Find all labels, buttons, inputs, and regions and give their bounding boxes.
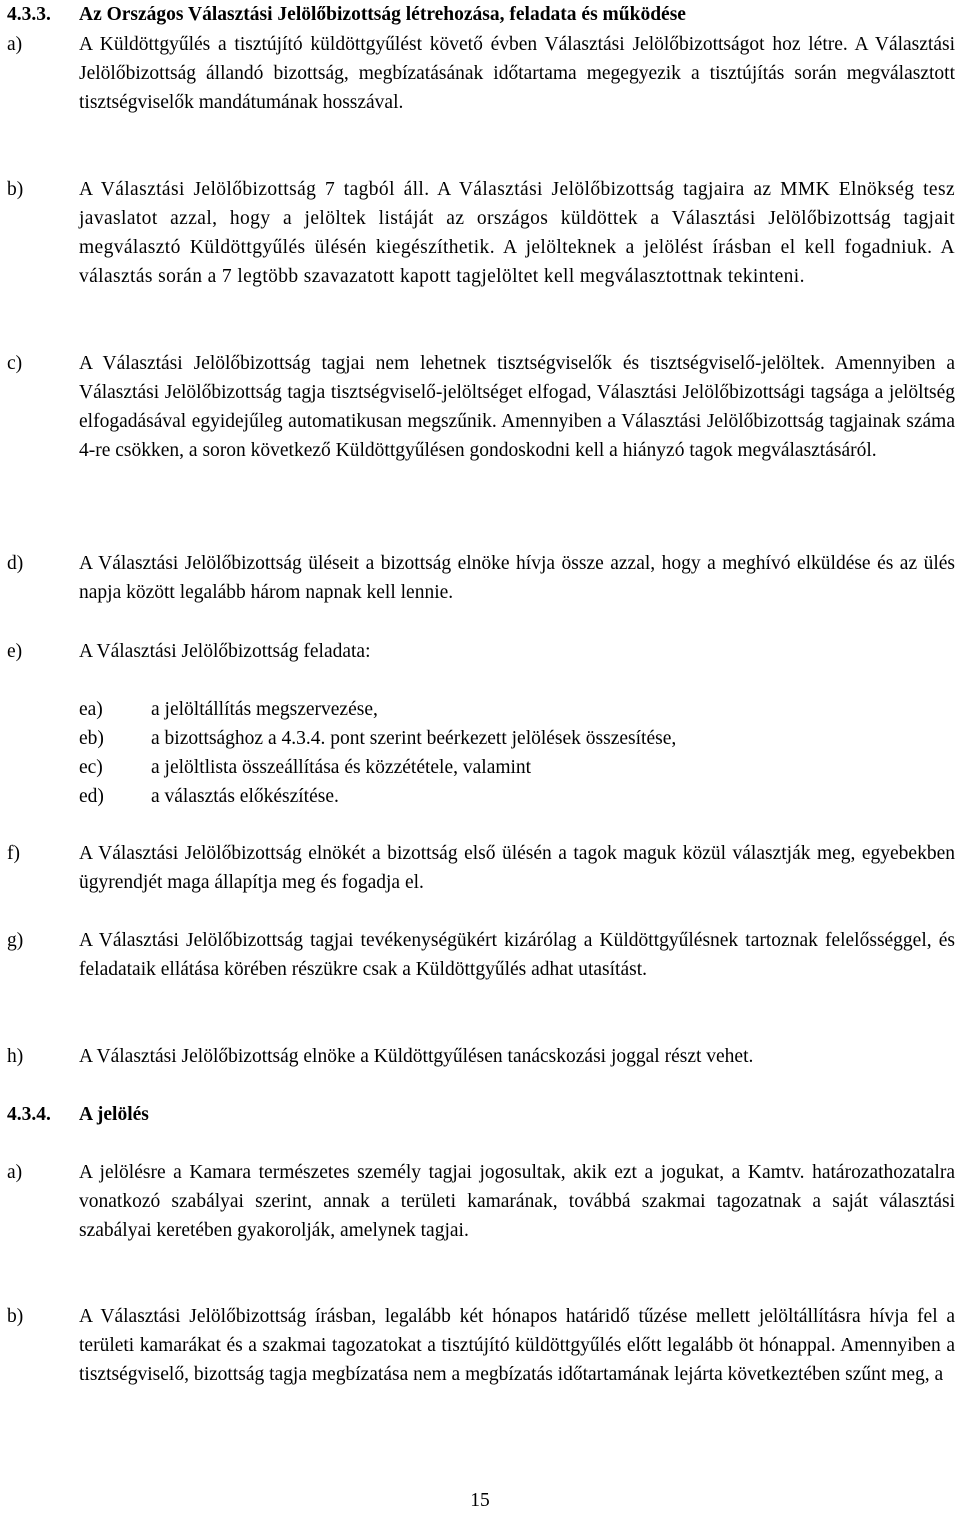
item-label: b) — [7, 179, 24, 200]
item-label: a) — [7, 1162, 23, 1183]
paragraph-g — [0, 926, 960, 984]
sub-list-item — [79, 695, 676, 724]
item-label: a) — [7, 34, 23, 55]
section-number: 4.3.4. — [7, 1104, 51, 1125]
item-text: A Választási Jelölőbizottság üléseit a bizottság elnöke hívja össze azzal, hogy a meghívó elküldése és az ülés napja között legalább három napnak kell lennie. — [79, 553, 955, 603]
paragraph-a-2 — [0, 1158, 960, 1245]
section-heading-4-3-3 — [7, 0, 957, 29]
paragraph-a — [0, 30, 960, 117]
item-label: h) — [7, 1046, 24, 1067]
sub-list-item — [79, 724, 676, 753]
item-text: A Választási Jelölőbizottság elnöke a Küldöttgyűlésen tanácskozási joggal részt vehet. — [79, 1046, 754, 1067]
paragraph-b — [0, 175, 960, 291]
sub-item-label: ec) — [79, 757, 103, 778]
section-title: A jelölés — [79, 1104, 149, 1125]
sub-item-label: eb) — [79, 728, 104, 749]
paragraph-f — [0, 839, 960, 897]
paragraph-h — [0, 1042, 960, 1071]
item-text: A Választási Jelölőbizottság írásban, legalább két hónapos határidő tűzése mellett jelöltállításra hívja fel a területi kamarákat és a szakmai tagozatokat a tisztújító küldöttgyűlés előtt legalább öt hónappal. Amennyiben a tisztségviselő, bizottság tagja megbízatása nem a megbízatás időtartamának lejárta következtében szűnt meg, a — [79, 1306, 955, 1385]
sub-item-label: ed) — [79, 786, 104, 807]
sub-item-text: a jelöltállítás megszervezése, — [151, 699, 378, 720]
item-text: A jelölésre a Kamara természetes személy tagjai jogosultak, akik ezt a jogukat, a Kamtv. határozathozatalra vonatkozó szabályai szerint, annak a területi kamarának, továbbá szakmai tagozatnak a saját választási szabályai keretében gyakorolják, amelynek tagjai. — [79, 1162, 955, 1241]
item-text: A Választási Jelölőbizottság tagjai tevékenységükért kizárólag a Küldöttgyűlésnek tartoznak felelősséggel, és feladataik ellátása körében részükre csak a Küldöttgyűlés adhat utasítást. — [79, 930, 955, 980]
page-number: 15 — [470, 1490, 490, 1511]
sub-item-label: ea) — [79, 699, 103, 720]
section-number: 4.3.3. — [7, 4, 51, 25]
item-text: A Választási Jelölőbizottság tagjai nem lehetnek tisztségviselők és tisztségviselő-jelöltek. Amennyiben a Választási Jelölőbizottság tagja tisztségviselő-jelöltséget elfogad, Választási Jelölőbizottsági tagsága a jelöltség elfogadásával egyidejűleg automatikusan megszűnik. Amennyiben a Választási Jelölőbizottság tagjainak száma 4-re csökken, a soron következő Küldöttgyűlésen gondoskodni kell a hiányzó tagok megválasztásáról. — [79, 353, 955, 461]
item-text: A Választási Jelölőbizottság elnökét a bizottság első ülésén a tagok maguk közül választják meg, egyebekben ügyrendjét maga állapítja meg és fogadja el. — [79, 843, 955, 893]
sub-item-text: a választás előkészítése. — [151, 786, 339, 807]
item-label: f) — [7, 843, 20, 864]
item-text: A Választási Jelölőbizottság 7 tagból áll. A Választási Jelölőbizottság tagjaira az MMK Elnökség tesz javaslatot azzal, hogy a jelöltek listáját az országos küldöttek a Választási Jelölőbizottság tagjait megválasztó Küldöttgyűlés ülésén kiegészíthetik. A jelölteknek a jelölést írásban el kell fogadniuk. A választás során a 7 legtöbb szavazatott kapott tagjelöltet kell megválasztottnak tekinteni. — [79, 179, 955, 287]
paragraph-d — [0, 549, 960, 607]
sub-item-text: a jelöltlista összeállítása és közzététele, valamint — [151, 757, 532, 778]
paragraph-c — [0, 349, 960, 465]
paragraph-b-2 — [0, 1302, 960, 1389]
sub-item-text: a bizottsághoz a 4.3.4. pont szerint beérkezett jelölések összesítése, — [151, 728, 677, 749]
item-text: A Küldöttgyűlés a tisztújító küldöttgyűlést követő évben Választási Jelölőbizottságot hoz létre. A Választási Jelölőbizottság állandó bizottság, megbízatásának időtartama megegyezik a tisztújítás során megválasztott tisztségviselők mandátumának hosszával. — [79, 34, 955, 113]
item-label: d) — [7, 553, 24, 574]
sub-list-item — [79, 782, 676, 811]
item-label: b) — [7, 1306, 24, 1327]
section-title: Az Országos Választási Jelölőbizottság létrehozása, feladata és működése — [79, 4, 686, 25]
sub-list-item — [79, 753, 676, 782]
item-text: A Választási Jelölőbizottság feladata: — [79, 641, 371, 662]
item-label: g) — [7, 930, 24, 951]
item-label: c) — [7, 353, 23, 374]
item-label: e) — [7, 641, 23, 662]
sub-list — [79, 695, 676, 811]
paragraph-e — [0, 637, 960, 666]
section-heading-4-3-4 — [7, 1100, 957, 1129]
